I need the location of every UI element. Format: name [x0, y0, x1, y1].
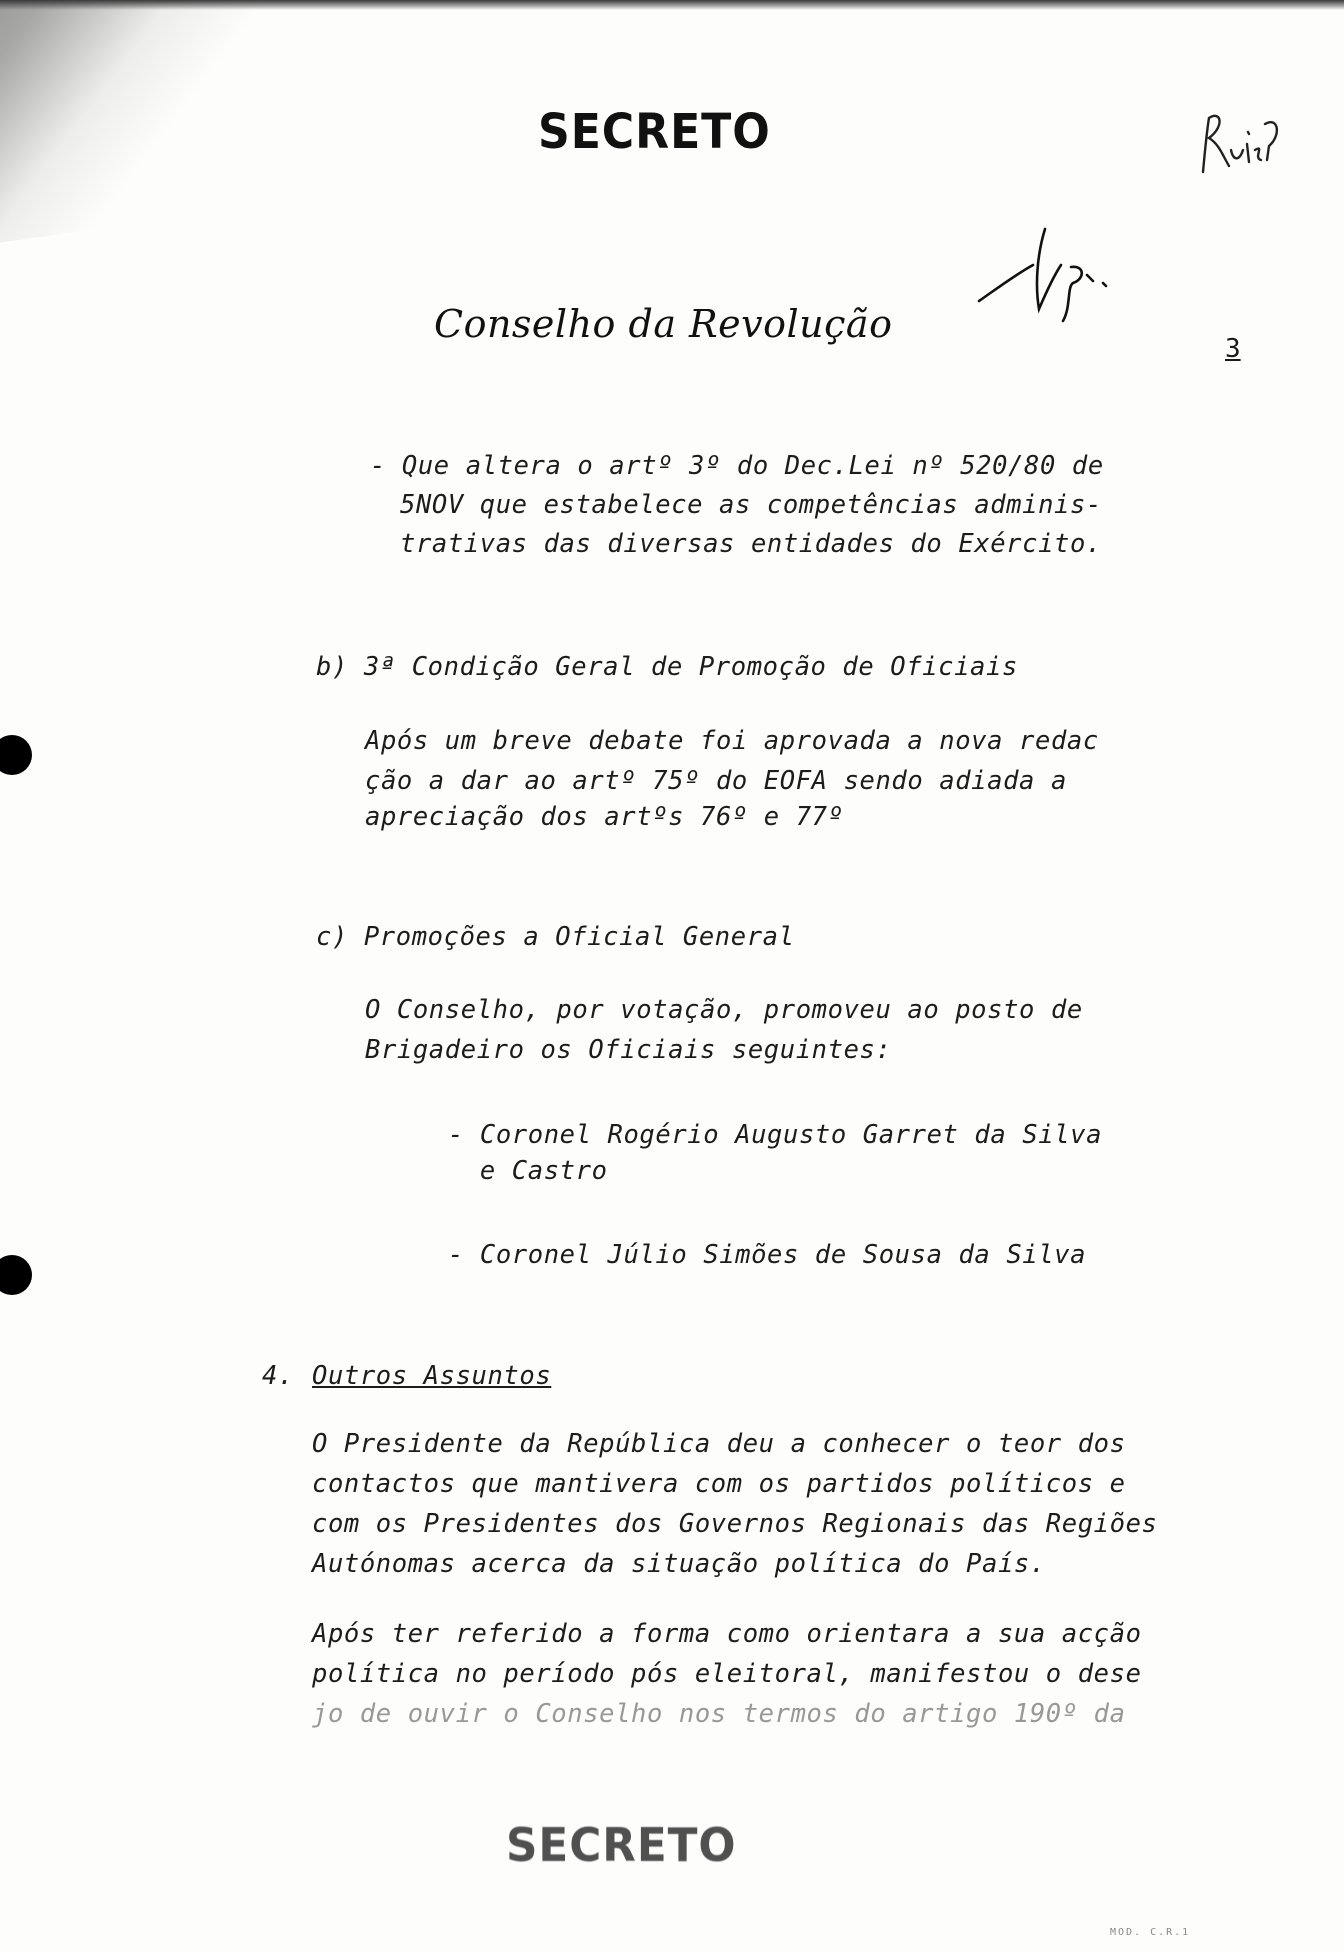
section-c-line-1: O Conselho, por votação, promoveu ao posto de: [365, 995, 1083, 1025]
section-4-heading: Outros Assuntos: [312, 1361, 552, 1391]
section-4-para1-line-3: com os Presidentes dos Governos Regionais das Regiões: [312, 1509, 1158, 1539]
section-4-number: 4.: [262, 1361, 294, 1391]
punch-hole-lower: [0, 1255, 32, 1295]
punch-hole-upper: [0, 735, 32, 775]
handwritten-initials: [1195, 100, 1285, 190]
section-4-para2-line-2: política no período pós eleitoral, manifestou o dese: [312, 1659, 1142, 1689]
section-4-para1-line-2: contactos que mantivera com os partidos políticos e: [312, 1469, 1126, 1499]
handwritten-mark: [975, 225, 1125, 335]
officer-2-line-1: - Coronel Júlio Simões de Sousa da Silva: [448, 1240, 1087, 1270]
section-b-line-2: ção a dar ao artº 75º do EOFA sendo adiada a: [365, 766, 1067, 796]
page-number: 3: [1225, 334, 1241, 364]
section-4-para2-line-3: jo de ouvir o Conselho nos termos do artigo 190º da: [312, 1699, 1126, 1729]
section-c-heading: c) Promoções a Oficial General: [316, 922, 795, 952]
intro-line-3: trativas das diversas entidades do Exército.: [400, 529, 1102, 559]
classification-stamp-bottom: SECRETO: [506, 1818, 737, 1872]
section-c-line-2: Brigadeiro os Oficiais seguintes:: [365, 1035, 892, 1065]
section-b-line-3: apreciação dos artºs 76º e 77º: [365, 802, 844, 832]
officer-1-line-2: e Castro: [448, 1156, 608, 1186]
section-b-line-1: Após um breve debate foi aprovada a nova redac: [365, 726, 1099, 756]
section-4-para1-line-4: Autónomas acerca da situação política do País.: [312, 1549, 1046, 1579]
section-4-para2-line-1: Após ter referido a forma como orientara a sua acção: [312, 1619, 1142, 1649]
form-code: MOD. C.R.1: [1110, 1927, 1191, 1938]
officer-1-line-1: - Coronel Rogério Augusto Garret da Silva: [448, 1120, 1103, 1150]
section-b-heading: b) 3ª Condição Geral de Promoção de Oficiais: [316, 652, 1018, 682]
scan-corner-artifact: [0, 0, 379, 248]
scan-top-edge: [0, 0, 1344, 10]
classification-stamp-top: SECRETO: [538, 104, 771, 160]
intro-line-2: 5NOV que estabelece as competências adminis-: [400, 490, 1102, 520]
section-4-para1-line-1: O Presidente da República deu a conhecer o teor dos: [312, 1429, 1126, 1459]
letterhead-title: Conselho da Revolução: [434, 302, 893, 346]
intro-line-1: - Que altera o artº 3º do Dec.Lei nº 520/80 de: [370, 451, 1104, 481]
